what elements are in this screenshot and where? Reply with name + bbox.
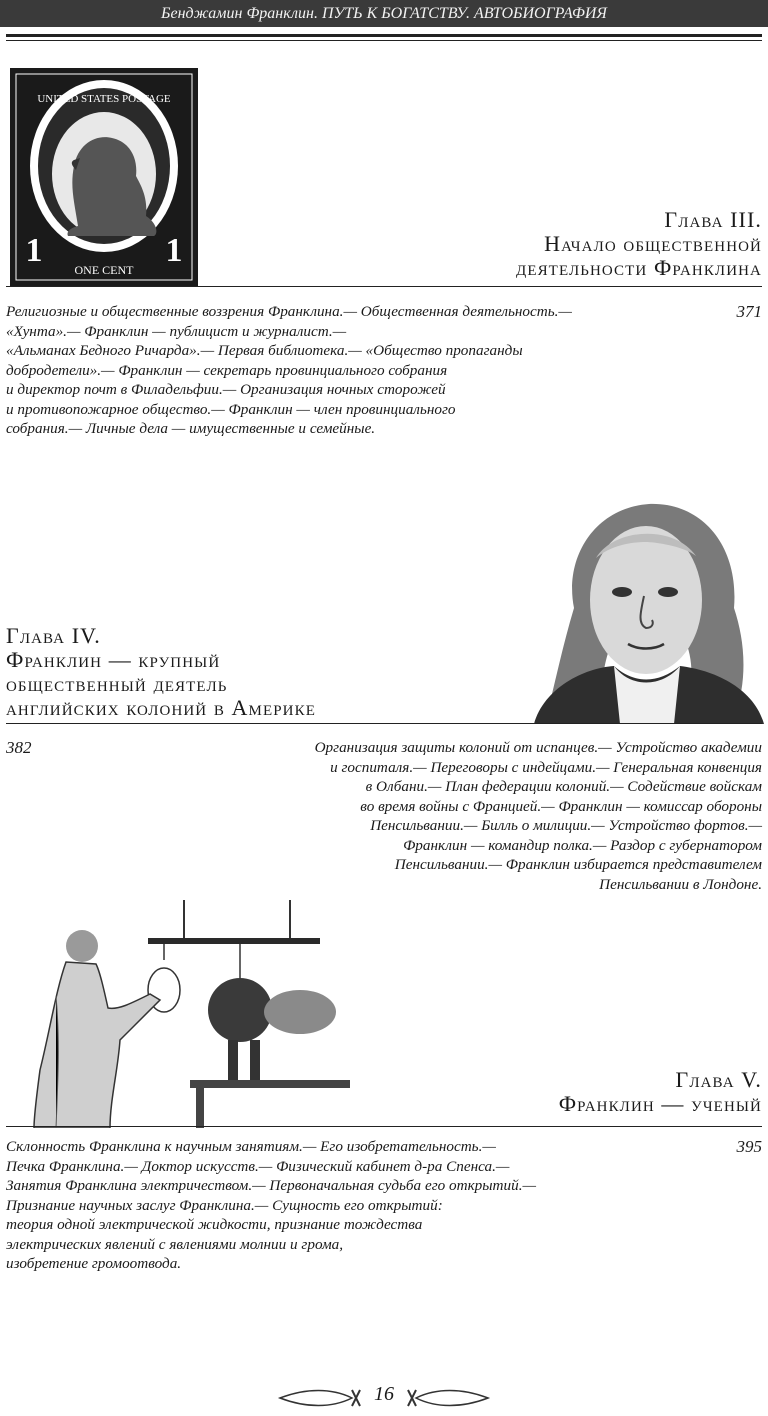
page-number: 16: [374, 1383, 394, 1405]
chapter-3-desc-line: и директор почт в Филадельфии.— Организация ночных сторожей: [6, 381, 446, 398]
chapter-4-title-line: Франклин — крупный: [6, 647, 221, 672]
chapter-3-description: [6, 302, 646, 439]
stamp-illustration: [8, 66, 200, 288]
chapter-5-page: 395: [736, 1137, 762, 1156]
chapter-4-rule: [6, 723, 762, 724]
chapter-5-rule: [6, 1126, 762, 1127]
chapter-5-desc-line: Занятия Франклина электричеством.— Первоначальная судьба его открытий.—: [6, 1177, 537, 1194]
chapter-3-desc-line: «Хунта».— Франклин — публицист и журналист.—: [6, 322, 347, 340]
running-head: Бенджамин Франклин. ПУТЬ К БОГАТСТВУ. АВТОБИОГРАФИЯ: [0, 0, 768, 27]
chapter-4-description: [242, 738, 762, 894]
chapter-4-desc-line: Пенсильвании.— Франклин избирается представителем: [394, 856, 762, 873]
chapter-4-title-line: Глава IV.: [6, 623, 101, 648]
stamp-bottom-text: ONE CENT: [74, 263, 134, 277]
chapter-5-title-line: Франклин — ученый: [558, 1091, 762, 1116]
header-rule-thin: [6, 40, 762, 41]
chapter-5-desc-line: Признание научных заслуг Франклина.— Сущность его открытий:: [6, 1196, 443, 1214]
stamp-denomination-right: 1: [165, 232, 183, 269]
chapter-5-desc-line: изобретение громоотвода.: [6, 1255, 182, 1272]
chapter-4-desc-line: в Олбани.— План федерации колоний.— Содействие войскам: [365, 778, 762, 795]
chapter-5-desc-line: Склонность Франклина к научным занятиям.— Его изобретательность.—: [6, 1138, 496, 1155]
chapter-5-title-line: Глава V.: [675, 1067, 762, 1092]
stamp-arc-text: UNITED STATES POSTAGE: [37, 93, 171, 105]
chapter-3-desc-line: и противопожарное общество.— Франклин — член провинциального: [6, 400, 456, 418]
chapter-5-desc-line: электрических явлений с явлениями молнии и грома,: [6, 1235, 344, 1253]
chapter-4-title: [6, 624, 316, 720]
chapter-3-desc-line: Религиозные и общественные воззрения Франклина.— Общественная деятельность.—: [6, 303, 572, 320]
chapter-3-rule: [6, 286, 762, 287]
chapter-3-desc-line: добродетели».— Франклин — секретарь провинциального собрания: [6, 361, 448, 379]
stamp-denomination-left: 1: [25, 232, 43, 269]
chapter-5-title: [559, 1068, 762, 1116]
chapter-3-desc-line: собрания.— Личные дела — имущественные и семейные.: [6, 420, 376, 437]
chapter-3-page: 371: [736, 302, 762, 321]
chapter-4-desc-line: Организация защиты колоний от испанцев.— Устройство академии: [314, 739, 762, 756]
chapter-3-title-line: деятельности Франклина: [515, 255, 762, 280]
chapter-4-desc-line: во время войны с Францией.— Франклин — комиссар обороны: [360, 797, 762, 815]
chapter-5-description: [6, 1137, 646, 1274]
chapter-3-title: [516, 208, 762, 280]
chapter-4-title-line: общественный деятель: [6, 671, 228, 696]
chapter-3-title-line: Начало общественной: [544, 231, 762, 256]
chapter-4-title-line: английских колоний в Америке: [6, 695, 316, 720]
chapter-3-desc-line: «Альманах Бедного Ричарда».— Первая библиотека.— «Общество пропаганды: [6, 342, 523, 359]
chapter-3-title-line: Глава III.: [664, 207, 762, 232]
chapter-4-desc-line: Пенсильвании в Лондоне.: [599, 875, 762, 893]
header-rule-thick: [6, 34, 762, 37]
chapter-4-desc-line: Франклин — командир полка.— Раздор с губернатором: [403, 836, 762, 854]
chapter-4-page: 382: [6, 738, 32, 757]
chapter-5-desc-line: теория одной электрической жидкости, признание тождества: [6, 1216, 423, 1233]
electricity-experiment-engraving: [0, 900, 350, 1128]
chapter-5-desc-line: Печка Франклина.— Доктор искусств.— Физический кабинет д-ра Спенса.—: [6, 1157, 510, 1175]
chapter-4-desc-line: Пенсильвании.— Билль о милиции.— Устройство фортов.—: [370, 817, 762, 834]
franklin-portrait-engraving: [534, 488, 764, 724]
chapter-4-desc-line: и госпиталя.— Переговоры с индейцами.— Генеральная конвенция: [330, 758, 762, 776]
